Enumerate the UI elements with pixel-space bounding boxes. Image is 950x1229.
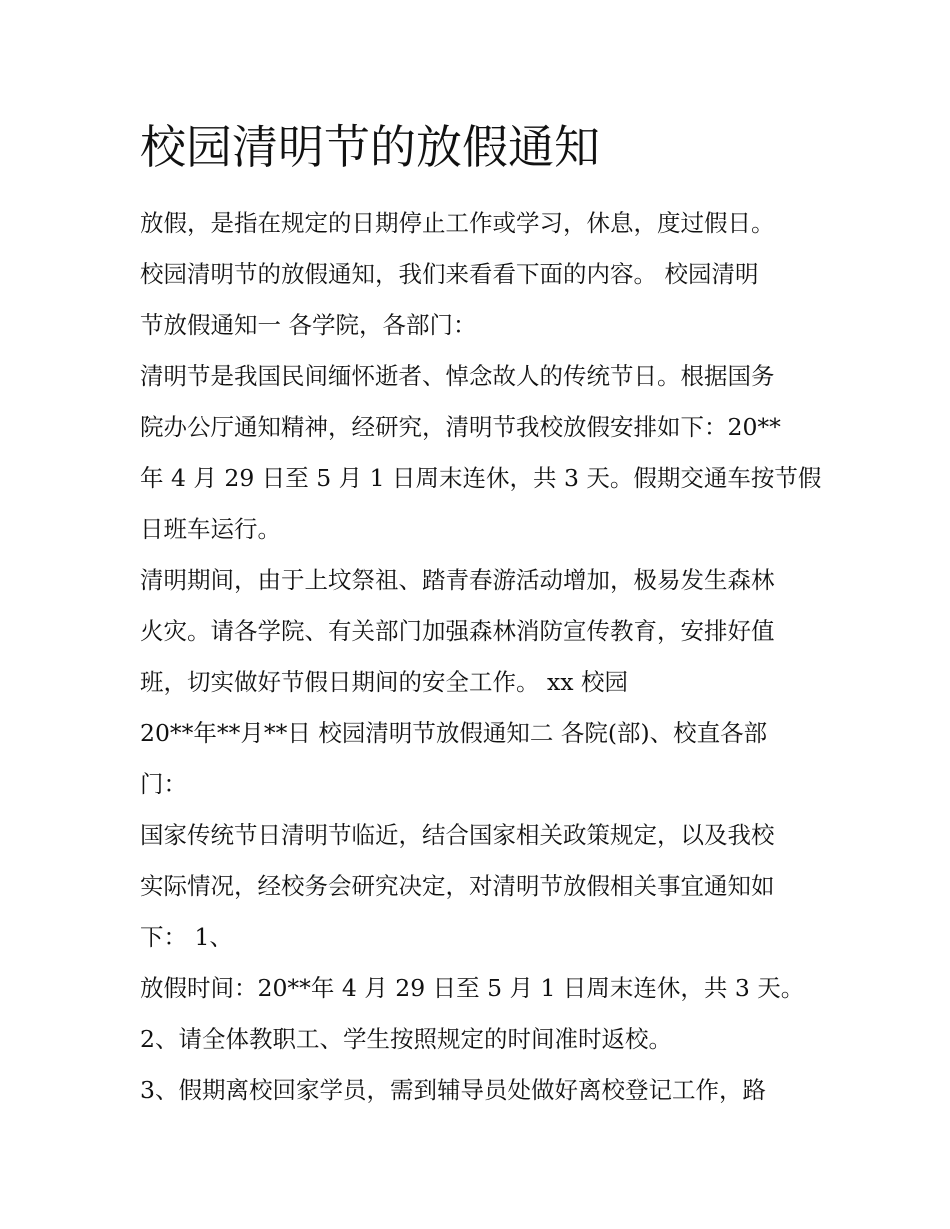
text-line: 国家传统节日清明节临近，结合国家相关政策规定，以及我校 (140, 821, 775, 849)
text-line: 门： (140, 770, 187, 798)
text-line: 年 4 月 29 日至 5 月 1 日周末连休，共 3 天。假期交通车按节假 (140, 464, 822, 492)
text-line: 放假，是指在规定的日期停止工作或学习，休息，度过假日。 (140, 209, 775, 237)
document-body (140, 200, 820, 1118)
text-line: 火灾。请各学院、有关部门加强森林消防宣传教育，安排好值 (140, 617, 775, 645)
text-line: 日班车运行。 (140, 515, 281, 543)
text-line: 下： 1、 (140, 923, 233, 951)
text-line: 院办公厅通知精神，经研究，清明节我校放假安排如下：20** (140, 413, 781, 441)
text-line: 实际情况，经校务会研究决定，对清明节放假相关事宜通知如 (140, 872, 775, 900)
text-line: 班，切实做好节假日期间的安全工作。 xx 校园 (140, 668, 628, 696)
document-title: 校园清明节的放假通知 (140, 120, 600, 174)
text-line: 2、请全体教职工、学生按照规定的时间准时返校。 (140, 1025, 672, 1053)
text-line: 节放假通知一 各学院，各部门： (140, 311, 477, 339)
text-line: 清明期间，由于上坟祭祖、踏青春游活动增加，极易发生森林 (140, 566, 775, 594)
text-line: 3、假期离校回家学员，需到辅导员处做好离校登记工作，路 (140, 1076, 766, 1104)
text-line: 放假时间：20**年 4 月 29 日至 5 月 1 日周末连休，共 3 天。 (140, 974, 805, 1002)
text-line: 20**年**月**日 校园清明节放假通知二 各院(部)、校直各部 (140, 719, 768, 747)
text-line: 校园清明节的放假通知，我们来看看下面的内容。 校园清明 (140, 260, 759, 288)
text-line: 清明节是我国民间缅怀逝者、悼念故人的传统节日。根据国务 (140, 362, 775, 390)
